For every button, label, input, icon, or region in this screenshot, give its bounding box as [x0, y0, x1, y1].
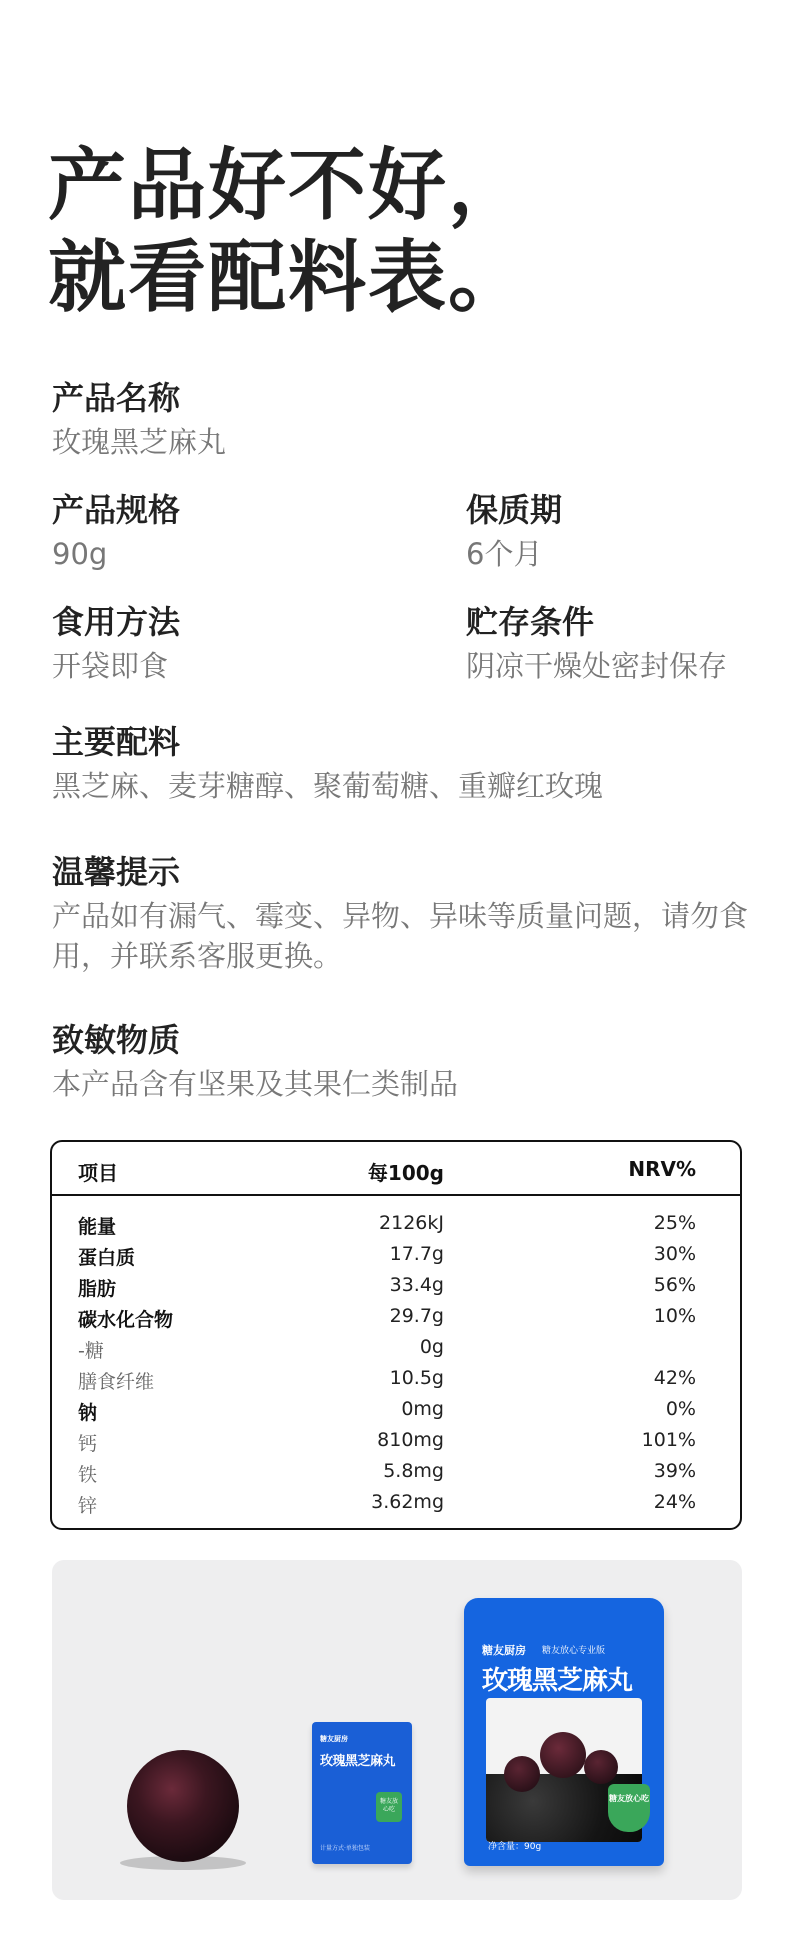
bag-name: 玫瑰黑芝麻丸	[482, 1666, 633, 1696]
nutrition-item: 碳水化合物	[78, 1309, 174, 1331]
nutrition-item: 钠	[78, 1402, 98, 1424]
bag-badge-text: 糖友放心吃	[609, 1794, 649, 1803]
field-usage	[52, 602, 180, 686]
field-label: 产品名称	[52, 379, 181, 417]
bag-package-image	[464, 1598, 664, 1866]
nutrition-item: 铁	[78, 1464, 98, 1486]
nutrition-row	[52, 1394, 740, 1425]
header-nrv: NRV%	[628, 1157, 696, 1181]
nutrition-row	[52, 1487, 740, 1518]
field-label: 保质期	[466, 491, 563, 529]
field-value: 黑芝麻、麦芽糖醇、聚葡萄糖、重瓣红玫瑰	[52, 769, 604, 803]
nutrition-row	[52, 1208, 740, 1239]
header-item: 项目	[78, 1161, 118, 1185]
field-label: 贮存条件	[466, 603, 595, 641]
field-label: 致敏物质	[52, 1021, 181, 1059]
nutrition-row	[52, 1363, 740, 1394]
nutrition-per-100g: 29.7g	[389, 1305, 444, 1327]
bag-brand: 糖友厨房	[482, 1644, 526, 1657]
nutrition-per-100g: 10.5g	[389, 1367, 444, 1389]
headline-line-2: 就看配料表。	[48, 233, 529, 323]
bag-weight: 净含量：90g	[488, 1842, 542, 1852]
nutrition-nrv: 10%	[653, 1305, 696, 1327]
nutrition-per-100g: 5.8mg	[383, 1460, 444, 1482]
header-per-100g: 每100g	[367, 1161, 444, 1185]
nutrition-nrv: 0%	[665, 1398, 696, 1420]
nutrition-item: 蛋白质	[78, 1247, 136, 1269]
nutrition-per-100g: 810mg	[377, 1429, 444, 1451]
nutrition-row	[52, 1425, 740, 1456]
field-product-name	[52, 378, 226, 462]
nutrition-table	[50, 1140, 742, 1530]
field-value: 6个月	[466, 537, 543, 571]
nutrition-nrv: 25%	[653, 1212, 696, 1234]
field-label: 主要配料	[52, 723, 181, 761]
nutrition-per-100g: 17.7g	[389, 1243, 444, 1265]
sachet-brand: 糖友厨房	[320, 1735, 348, 1743]
field-notice	[52, 852, 752, 976]
headline-line-1: 产品好不好，	[48, 141, 529, 231]
nutrition-per-100g: 33.4g	[389, 1274, 444, 1296]
sesame-ball-image	[127, 1750, 239, 1862]
nutrition-nrv: 39%	[653, 1460, 696, 1482]
shield-icon	[376, 1792, 402, 1822]
nutrition-per-100g: 2126kJ	[379, 1212, 444, 1234]
nutrition-item: 脂肪	[78, 1278, 117, 1300]
field-value: 本产品含有坚果及其果仁类制品	[52, 1067, 459, 1101]
field-value: 玫瑰黑芝麻丸	[52, 425, 227, 459]
sachet-footer: 计量方式·单独包装	[320, 1845, 370, 1852]
nutrition-nrv: 56%	[653, 1274, 696, 1296]
nutrition-per-100g: 0g	[419, 1336, 444, 1358]
field-storage	[466, 602, 727, 686]
nutrition-row	[52, 1239, 740, 1270]
field-value: 产品如有漏气、霉变、异物、异味等质量问题，请勿食用，并联系客服更换。	[52, 899, 749, 973]
sesame-ball-image	[504, 1756, 540, 1792]
nutrition-nrv: 30%	[653, 1243, 696, 1265]
nutrition-row	[52, 1456, 740, 1487]
sesame-ball-image	[584, 1750, 618, 1784]
shield-check-icon	[608, 1784, 650, 1832]
nutrition-item: -糖	[78, 1340, 104, 1362]
nutrition-item: 锌	[78, 1495, 98, 1517]
sesame-ball-image	[540, 1732, 586, 1778]
nutrition-nrv: 101%	[641, 1429, 696, 1451]
field-shelf-life	[466, 490, 562, 574]
nutrition-table-header	[52, 1142, 740, 1196]
nutrition-item: 膳食纤维	[78, 1371, 155, 1393]
headline	[48, 140, 528, 324]
nutrition-table-body	[52, 1196, 740, 1518]
nutrition-item: 钙	[78, 1433, 98, 1455]
nutrition-row	[52, 1270, 740, 1301]
sachet-package-image	[312, 1722, 412, 1864]
field-ingredients	[52, 722, 603, 806]
nutrition-nrv: 42%	[653, 1367, 696, 1389]
nutrition-row	[52, 1332, 740, 1363]
product-image-panel	[52, 1560, 742, 1900]
field-value: 90g	[52, 537, 108, 571]
field-allergen	[52, 1020, 458, 1104]
nutrition-per-100g: 0mg	[401, 1398, 444, 1420]
field-value: 开袋即食	[52, 649, 169, 683]
sachet-name: 玫瑰黑芝麻丸	[320, 1754, 396, 1769]
nutrition-nrv: 24%	[653, 1491, 696, 1513]
nutrition-row	[52, 1301, 740, 1332]
nutrition-item: 能量	[78, 1216, 117, 1238]
sachet-badge-text: 糖友放心吃	[379, 1798, 398, 1813]
field-label: 产品规格	[52, 491, 181, 529]
field-label: 温馨提示	[52, 853, 181, 891]
field-product-spec	[52, 490, 180, 574]
bag-subtitle: 糖友放心专业版	[542, 1646, 606, 1656]
nutrition-per-100g: 3.62mg	[371, 1491, 444, 1513]
field-label: 食用方法	[52, 603, 181, 641]
field-value: 阴凉干燥处密封保存	[466, 649, 728, 683]
